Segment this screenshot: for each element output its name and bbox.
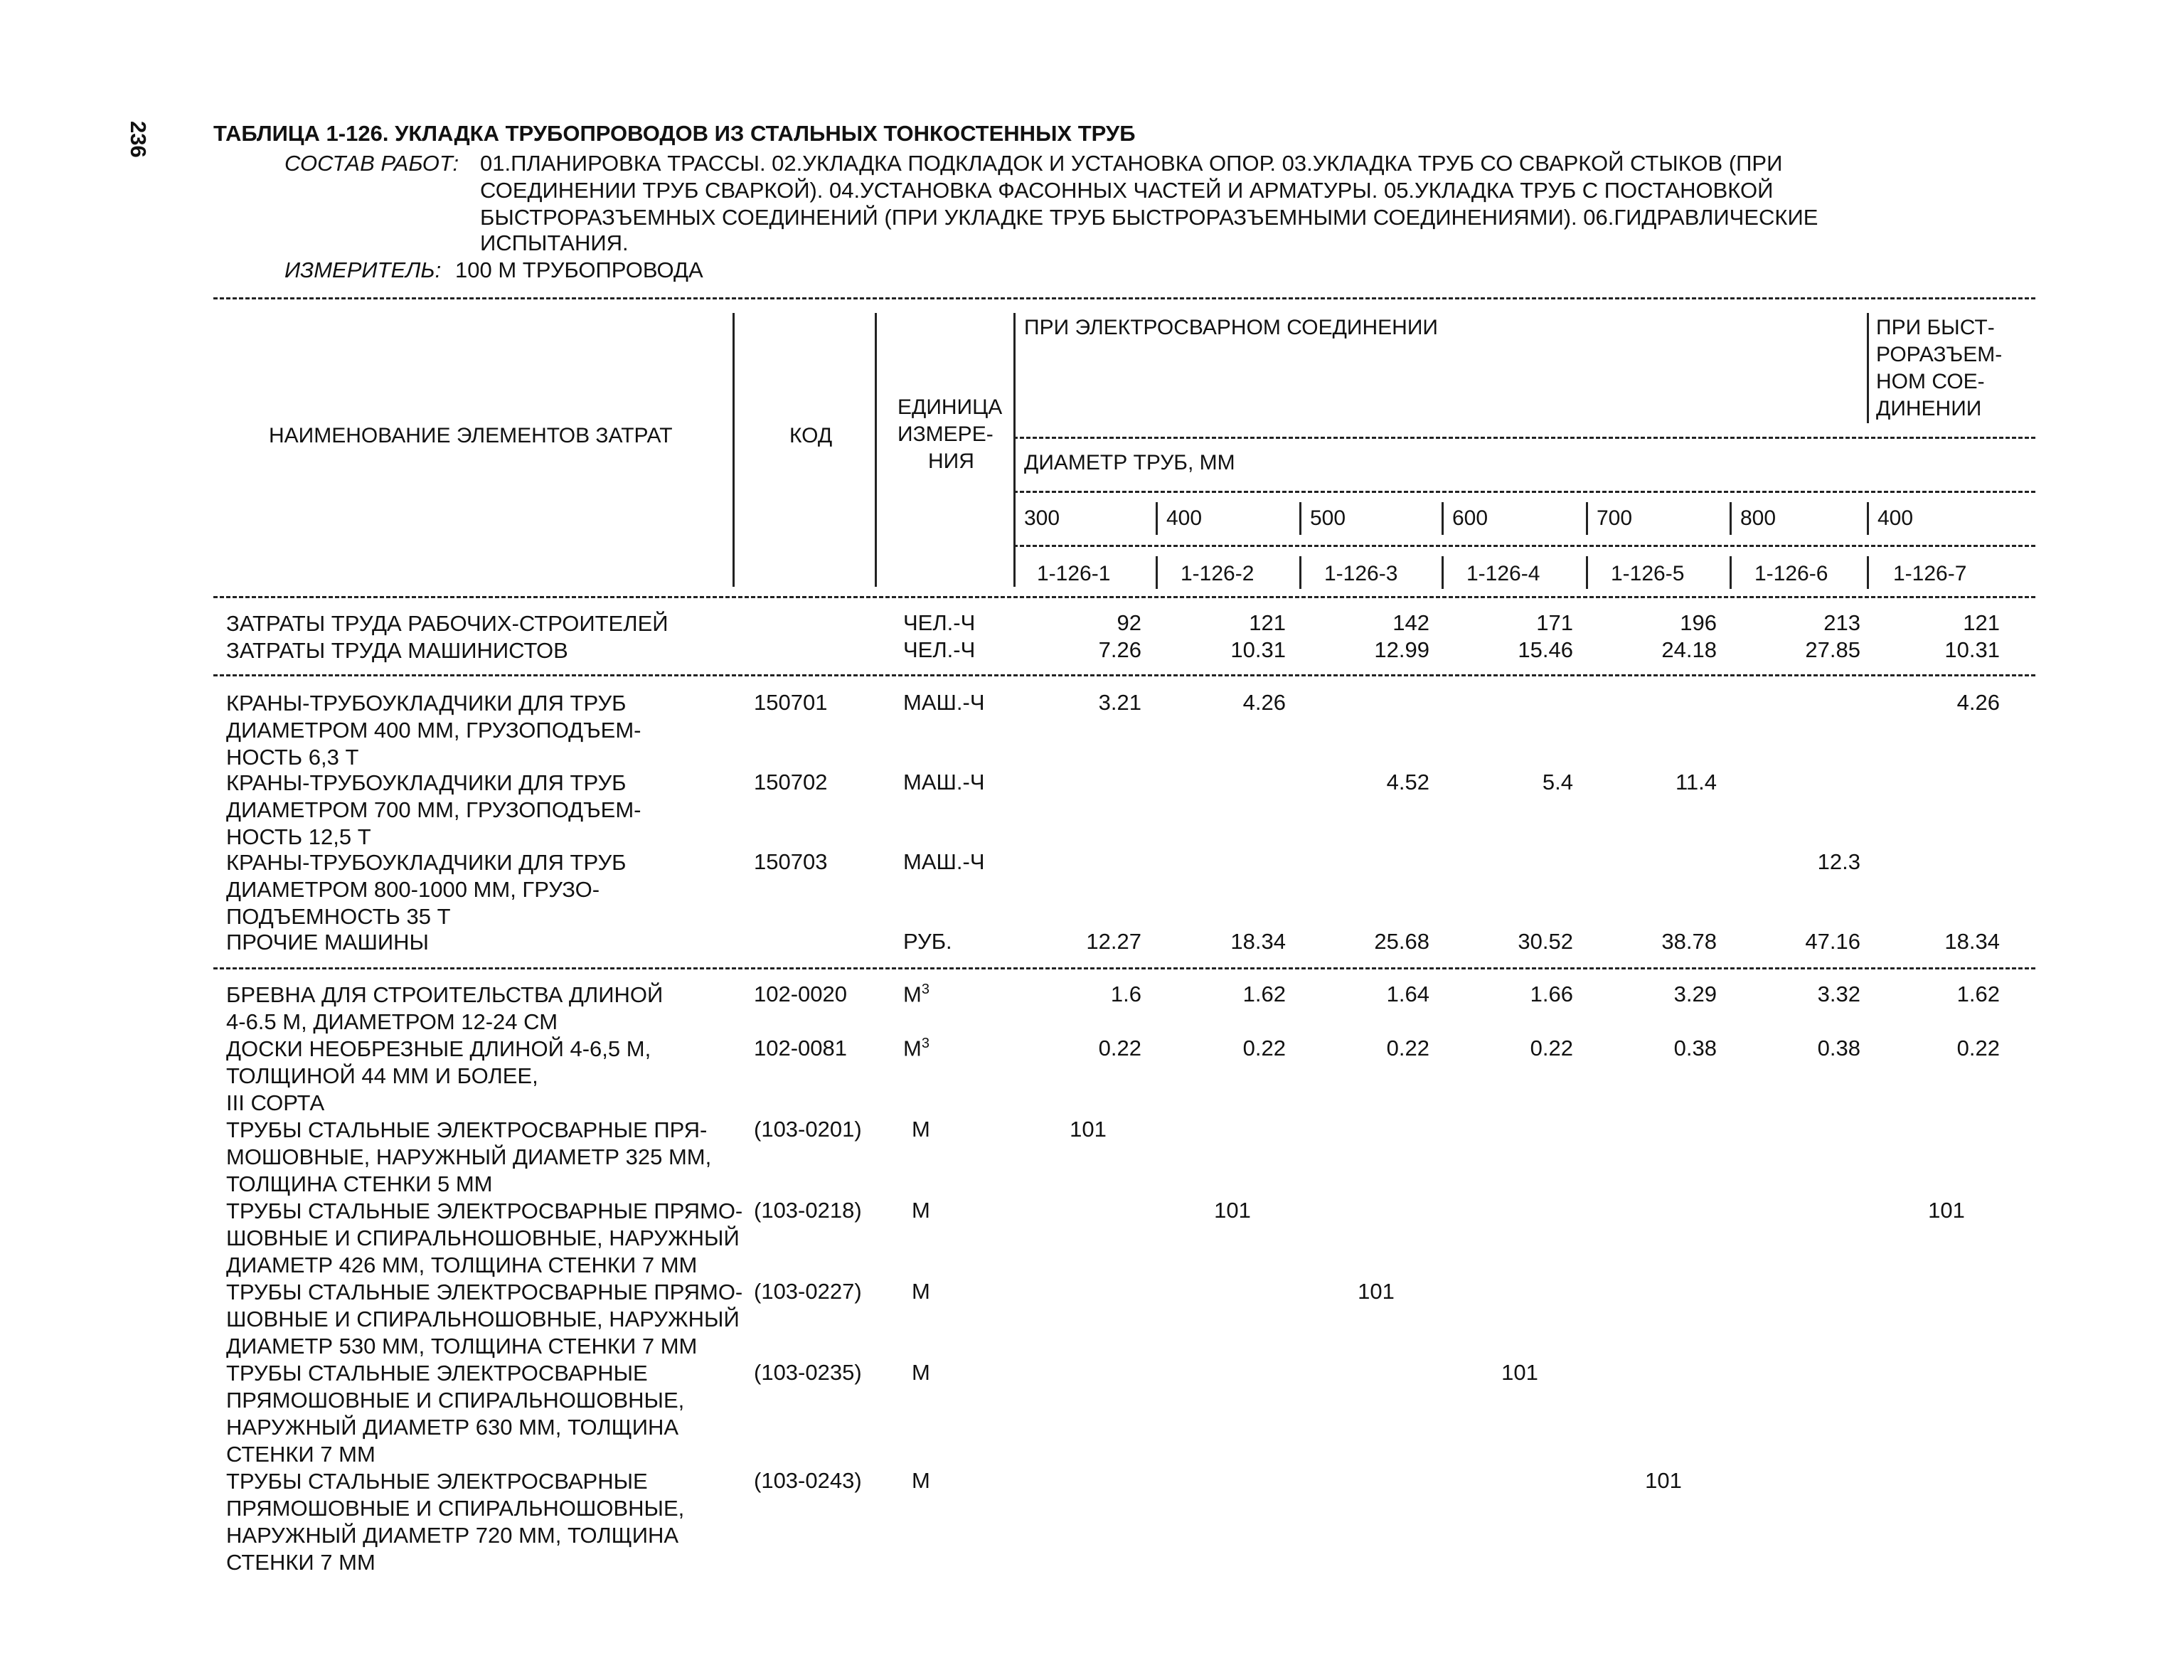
row-unit: $М^3$ bbox=[903, 982, 929, 1007]
row-value: 1.62 bbox=[1242, 982, 1286, 1006]
row-value: 38.78 bbox=[1661, 929, 1717, 954]
row-unit-superscript: 3 bbox=[921, 982, 929, 997]
header-diameter-value: 600 bbox=[1452, 506, 1488, 530]
col-divider bbox=[1299, 556, 1301, 589]
row-unit: М bbox=[912, 1117, 930, 1142]
row-code: 102-0020 bbox=[754, 982, 848, 1006]
row-code: (103-0218) bbox=[754, 1198, 862, 1223]
measure-label: ИЗМЕРИТЕЛЬ: bbox=[284, 257, 442, 282]
col-divider bbox=[1156, 502, 1158, 535]
header-dash bbox=[1013, 437, 2035, 439]
header-unit-col: ИЗМЕРЕ- bbox=[897, 422, 994, 446]
row-value: 1.62 bbox=[1956, 982, 2000, 1006]
row-name: КРАНЫ-ТРУБОУКЛАДЧИКИ ДЛЯ ТРУБ ДИАМЕТРОМ 800-1000 ММ, ГРУЗО- ПОДЪЕМНОСТЬ 35 Т bbox=[226, 850, 627, 929]
header-diameter-value: 400 bbox=[1877, 506, 1914, 530]
row-name: БРЕВНА ДЛЯ СТРОИТЕЛЬСТВА ДЛИНОЙ 4-6.5 М, ДИАМЕТРОМ 12-24 СМ bbox=[226, 982, 664, 1034]
composition-line: ИСПЫТАНИЯ. bbox=[480, 230, 629, 255]
row-value: 121 bbox=[1249, 610, 1286, 635]
row-value: 0.22 bbox=[1242, 1036, 1286, 1060]
row-value: 213 bbox=[1823, 610, 1860, 635]
header-diameter-value: 300 bbox=[1024, 506, 1060, 530]
row-value: 12.27 bbox=[1086, 929, 1141, 954]
row-value: 12.3 bbox=[1817, 849, 1860, 874]
header-diameter-value: 400 bbox=[1166, 506, 1203, 530]
col-divider bbox=[1730, 502, 1732, 535]
header-quick: ДИНЕНИИ bbox=[1876, 397, 1982, 420]
header-diameter-value: 800 bbox=[1740, 506, 1777, 530]
col-divider bbox=[1730, 556, 1732, 589]
row-unit: М bbox=[912, 1468, 930, 1493]
row-value: 92 bbox=[1117, 610, 1141, 635]
row-unit: М bbox=[912, 1279, 930, 1304]
table-top-rule bbox=[213, 297, 2035, 299]
col-divider bbox=[1586, 502, 1588, 535]
row-unit: $М^3$ bbox=[903, 1036, 929, 1061]
labor-bottom-rule bbox=[213, 674, 2035, 676]
row-value: 11.4 bbox=[1675, 770, 1717, 794]
row-value: 24.18 bbox=[1661, 637, 1717, 662]
row-name: ЗАТРАТЫ ТРУДА МАШИНИСТОВ bbox=[226, 638, 568, 663]
row-value: 142 bbox=[1392, 610, 1429, 635]
row-value: 1.64 bbox=[1386, 982, 1429, 1006]
row-unit: М bbox=[912, 1360, 930, 1385]
row-value: 196 bbox=[1680, 610, 1717, 635]
col-divider bbox=[1867, 313, 1869, 423]
header-diameter: ДИАМЕТР ТРУБ, ММ bbox=[1024, 451, 1235, 474]
row-value: 18.34 bbox=[1230, 929, 1286, 954]
row-value: 3.29 bbox=[1673, 982, 1717, 1006]
header-quick: РОРАЗЪЕМ- bbox=[1876, 343, 2003, 366]
row-code: 102-0081 bbox=[754, 1036, 848, 1060]
header-dash bbox=[1013, 491, 2035, 493]
row-value: 7.26 bbox=[1098, 637, 1141, 662]
row-code: 150701 bbox=[754, 690, 828, 715]
header-unit-col: ЕДИНИЦА bbox=[897, 395, 1003, 419]
row-unit: МАШ.-Ч bbox=[903, 849, 985, 874]
row-name: ТРУБЫ СТАЛЬНЫЕ ЭЛЕКТРОСВАРНЫЕ ПРЯМОШОВНЫЕ И СПИРАЛЬНОШОВНЫЕ, НАРУЖНЫЙ ДИАМЕТР 720 ММ, ТОЛЩИНА СТЕНКИ 7 ММ bbox=[226, 1469, 685, 1575]
header-name-col: НАИМЕНОВАНИЕ ЭЛЕМЕНТОВ ЗАТРАТ bbox=[269, 424, 673, 447]
row-value: 101 bbox=[1070, 1117, 1107, 1142]
row-value: 1.66 bbox=[1530, 982, 1573, 1006]
row-value: 15.46 bbox=[1518, 637, 1573, 662]
header-code-col: КОД bbox=[789, 424, 833, 447]
col-divider bbox=[1586, 556, 1588, 589]
row-value: 0.22 bbox=[1530, 1036, 1573, 1060]
row-value: 101 bbox=[1928, 1198, 1965, 1223]
header-quick: ПРИ БЫСТ- bbox=[1876, 316, 1995, 339]
col-divider bbox=[1867, 556, 1869, 589]
row-unit: ЧЕЛ.-Ч bbox=[903, 610, 976, 635]
page-number: 236 bbox=[126, 121, 151, 158]
row-value: 12.99 bbox=[1374, 637, 1429, 662]
row-unit-superscript: 3 bbox=[921, 1036, 929, 1051]
composition-label: СОСТАВ РАБОТ: bbox=[284, 151, 459, 176]
table-title: ТАБЛИЦА 1-126. УКЛАДКА ТРУБОПРОВОДОВ ИЗ СТАЛЬНЫХ ТОНКОСТЕННЫХ ТРУБ bbox=[213, 121, 1136, 146]
header-unit-col: НИЯ bbox=[928, 450, 974, 473]
header-norm-code: 1-126-5 bbox=[1611, 562, 1685, 585]
composition-line: СОЕДИНЕНИИ ТРУБ СВАРКОЙ). 04.УСТАНОВКА ФАСОННЫХ ЧАСТЕЙ И АРМАТУРЫ. 05.УКЛАДКА ТРУБ С ПОСТАНОВКОЙ bbox=[480, 178, 1774, 203]
header-diameter-value: 700 bbox=[1597, 506, 1633, 530]
header-bottom-rule bbox=[213, 596, 2035, 598]
header-diameter-value: 500 bbox=[1310, 506, 1346, 530]
row-code: (103-0227) bbox=[754, 1279, 862, 1304]
row-code: (103-0201) bbox=[754, 1117, 862, 1142]
row-unit: РУБ. bbox=[903, 929, 952, 954]
header-electro: ПРИ ЭЛЕКТРОСВАРНОМ СОЕДИНЕНИИ bbox=[1024, 316, 1438, 339]
row-value: 4.52 bbox=[1386, 770, 1429, 794]
machines-bottom-rule bbox=[213, 967, 2035, 969]
row-value: 5.4 bbox=[1542, 770, 1573, 794]
row-value: 27.85 bbox=[1805, 637, 1860, 662]
col-divider bbox=[1442, 556, 1444, 589]
row-value: 101 bbox=[1358, 1279, 1395, 1304]
row-value: 4.26 bbox=[1242, 690, 1286, 715]
row-code: 150703 bbox=[754, 849, 828, 874]
row-code: (103-0243) bbox=[754, 1468, 862, 1493]
composition-line: 01.ПЛАНИРОВКА ТРАССЫ. 02.УКЛАДКА ПОДКЛАДОК И УСТАНОВКА ОПОР. 03.УКЛАДКА ТРУБ СО СВАРКОЙ СТЫКОВ (ПРИ bbox=[480, 151, 1783, 176]
row-value: 121 bbox=[1963, 610, 2000, 635]
row-value: 171 bbox=[1536, 610, 1573, 635]
row-value: 47.16 bbox=[1805, 929, 1860, 954]
row-unit: МАШ.-Ч bbox=[903, 770, 985, 794]
row-value: 0.38 bbox=[1817, 1036, 1860, 1060]
row-name: КРАНЫ-ТРУБОУКЛАДЧИКИ ДЛЯ ТРУБ ДИАМЕТРОМ 700 ММ, ГРУЗОПОДЪЕМ- НОСТЬ 12,5 Т bbox=[226, 770, 641, 849]
row-value: 0.22 bbox=[1098, 1036, 1141, 1060]
row-value: 3.32 bbox=[1817, 982, 1860, 1006]
row-value: 4.26 bbox=[1956, 690, 2000, 715]
row-value: 3.21 bbox=[1098, 690, 1141, 715]
col-divider bbox=[733, 313, 735, 587]
row-value: 1.6 bbox=[1110, 982, 1141, 1006]
col-divider bbox=[1867, 502, 1869, 535]
row-value: 0.38 bbox=[1673, 1036, 1717, 1060]
row-unit: МАШ.-Ч bbox=[903, 690, 985, 715]
header-norm-code: 1-126-7 bbox=[1893, 562, 1967, 585]
col-divider bbox=[1299, 502, 1301, 535]
row-name: КРАНЫ-ТРУБОУКЛАДЧИКИ ДЛЯ ТРУБ ДИАМЕТРОМ 400 ММ, ГРУЗОПОДЪЕМ- НОСТЬ 6,3 Т bbox=[226, 691, 641, 770]
row-value: 30.52 bbox=[1518, 929, 1573, 954]
row-value: 25.68 bbox=[1374, 929, 1429, 954]
row-name: ТРУБЫ СТАЛЬНЫЕ ЭЛЕКТРОСВАРНЫЕ ПРЯ- МОШОВНЫЕ, НАРУЖНЫЙ ДИАМЕТР 325 ММ, ТОЛЩИНА СТЕНКИ 5 ММ bbox=[226, 1117, 712, 1196]
row-unit: ЧЕЛ.-Ч bbox=[903, 637, 976, 662]
row-value: 10.31 bbox=[1944, 637, 2000, 662]
header-norm-code: 1-126-4 bbox=[1466, 562, 1540, 585]
row-value: 0.22 bbox=[1956, 1036, 2000, 1060]
header-norm-code: 1-126-2 bbox=[1181, 562, 1255, 585]
measure-value: 100 М ТРУБОПРОВОДА bbox=[455, 257, 703, 282]
row-code: (103-0235) bbox=[754, 1360, 862, 1385]
row-value: 101 bbox=[1214, 1198, 1251, 1223]
composition-line: БЫСТРОРАЗЪЕМНЫХ СОЕДИНЕНИЙ (ПРИ УКЛАДКЕ ТРУБ БЫСТРОРАЗЪЕМНЫМИ СОЕДИНЕНИЯМИ). 06.ГИДРАВЛИЧЕСКИЕ bbox=[480, 205, 1818, 230]
header-norm-code: 1-126-3 bbox=[1324, 562, 1398, 585]
row-value: 101 bbox=[1645, 1468, 1682, 1493]
col-divider bbox=[1156, 556, 1158, 589]
row-unit: М bbox=[912, 1198, 930, 1223]
row-name: ЗАТРАТЫ ТРУДА РАБОЧИХ-СТРОИТЕЛЕЙ bbox=[226, 611, 668, 636]
row-name: ТРУБЫ СТАЛЬНЫЕ ЭЛЕКТРОСВАРНЫЕ ПРЯМОШОВНЫЕ И СПИРАЛЬНОШОВНЫЕ, НАРУЖНЫЙ ДИАМЕТР 630 ММ, ТОЛЩИНА СТЕНКИ 7 ММ bbox=[226, 1361, 685, 1467]
row-name: ТРУБЫ СТАЛЬНЫЕ ЭЛЕКТРОСВАРНЫЕ ПРЯМО- ШОВНЫЕ И СПИРАЛЬНОШОВНЫЕ, НАРУЖНЫЙ ДИАМЕТР 530 ММ, ТОЛЩИНА СТЕНКИ 7 ММ bbox=[226, 1280, 743, 1359]
row-value: 101 bbox=[1501, 1360, 1538, 1385]
header-norm-code: 1-126-1 bbox=[1037, 562, 1111, 585]
header-dash bbox=[1013, 545, 2035, 547]
header-norm-code: 1-126-6 bbox=[1754, 562, 1828, 585]
row-value: 0.22 bbox=[1386, 1036, 1429, 1060]
row-value: 18.34 bbox=[1944, 929, 2000, 954]
row-name: ДОСКИ НЕОБРЕЗНЫЕ ДЛИНОЙ 4-6,5 М, ТОЛЩИНОЙ 44 ММ И БОЛЕЕ, III СОРТА bbox=[226, 1036, 651, 1115]
row-code: 150702 bbox=[754, 770, 828, 794]
col-divider bbox=[875, 313, 877, 587]
row-name: ПРОЧИЕ МАШИНЫ bbox=[226, 930, 429, 955]
header-quick: НОМ СОЕ- bbox=[1876, 370, 1985, 393]
row-value: 10.31 bbox=[1230, 637, 1286, 662]
col-divider bbox=[1442, 502, 1444, 535]
row-name: ТРУБЫ СТАЛЬНЫЕ ЭЛЕКТРОСВАРНЫЕ ПРЯМО- ШОВНЫЕ И СПИРАЛЬНОШОВНЫЕ, НАРУЖНЫЙ ДИАМЕТР 426 ММ, ТОЛЩИНА СТЕНКИ 7 ММ bbox=[226, 1198, 743, 1277]
